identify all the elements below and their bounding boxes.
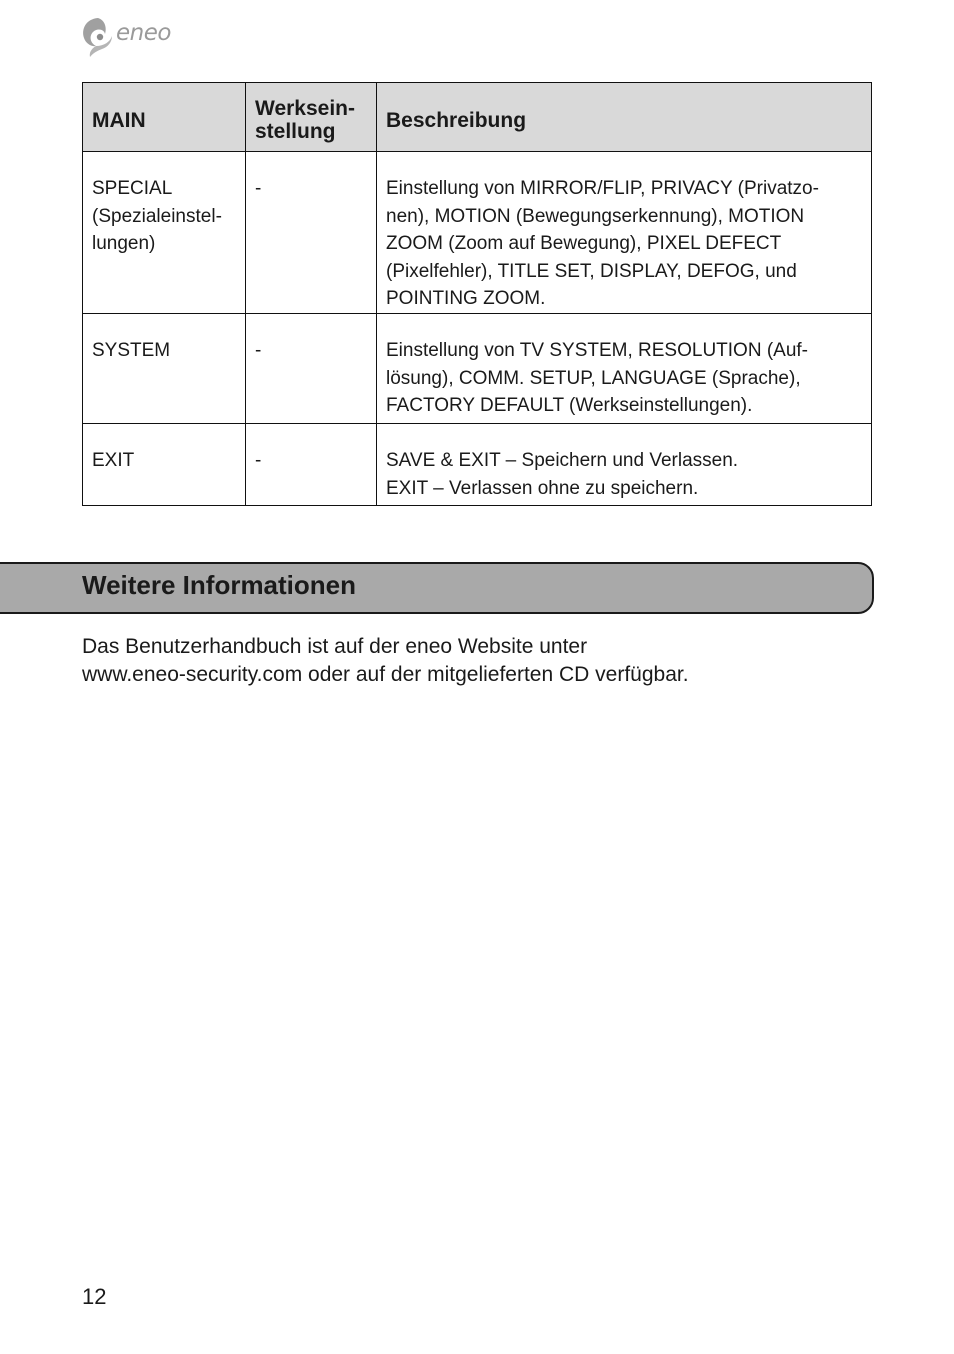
info-paragraph bbox=[82, 633, 689, 689]
page-number: 12 bbox=[82, 1284, 107, 1309]
cell-main: EXIT bbox=[83, 424, 246, 506]
header-description: Beschreibung bbox=[377, 83, 872, 152]
header-default: Werksein- stellung bbox=[246, 83, 377, 152]
paragraph-line: Das Benutzerhandbuch ist auf der eneo Website unter bbox=[82, 635, 588, 658]
paragraph-line: www.eneo-security.com oder auf der mitgelieferten CD verfügbar. bbox=[82, 663, 689, 686]
cell-default: - bbox=[246, 314, 377, 424]
table-header-row bbox=[83, 83, 872, 152]
cell-description: Einstellung von MIRROR/FLIP, PRIVACY (Privatzo- nen), MOTION (Bewegungserkennung), MOTION ZOOM (Zoom auf Bewegung), PIXEL DEFECT (Pixelfehler), TITLE SET, DISPLAY, DEFOG, und POINTING ZOOM. bbox=[377, 152, 872, 314]
logo-wordmark: eneo bbox=[116, 20, 171, 46]
table-row bbox=[83, 424, 872, 506]
menu-table bbox=[82, 82, 872, 506]
eneo-logo bbox=[80, 16, 190, 60]
cell-default: - bbox=[246, 152, 377, 314]
cell-default: - bbox=[246, 424, 377, 506]
section-title: Weitere Informationen bbox=[82, 570, 357, 600]
cell-main: SPECIAL (Spezialeinstel- lungen) bbox=[83, 152, 246, 314]
table-row bbox=[83, 314, 872, 424]
cell-main: SYSTEM bbox=[83, 314, 246, 424]
cell-description: SAVE & EXIT – Speichern und Verlassen. EXIT – Verlassen ohne zu speichern. bbox=[377, 424, 872, 506]
cell-description: Einstellung von TV SYSTEM, RESOLUTION (Auf- lösung), COMM. SETUP, LANGUAGE (Sprache), FACTORY DEFAULT (Werkseinstellungen). bbox=[377, 314, 872, 424]
header-main: MAIN bbox=[83, 83, 246, 152]
eneo-swirl-icon bbox=[80, 16, 116, 58]
table-row bbox=[83, 152, 872, 314]
